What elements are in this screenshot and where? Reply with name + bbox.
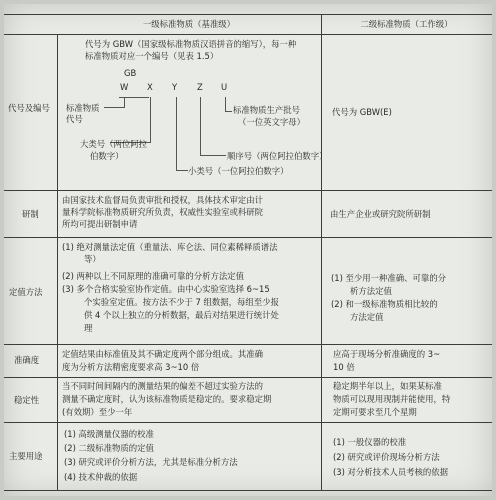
row-rule-method (4, 344, 492, 345)
method-row-label: 定值方法 (9, 287, 43, 297)
row-rule-stability (4, 422, 492, 423)
major-class-line-2: 伯数字） (90, 151, 124, 161)
stability-secondary-line: 稳定期半年以上，如果某标准 (333, 381, 442, 391)
develop-primary-line: 由国家技术监督局负责审批和授权，具体技术审定由计 (62, 195, 263, 205)
method-secondary-line: 方法定值 (350, 312, 384, 322)
stability-secondary-line: 物质可以现用现制并能使用，特 (333, 394, 451, 404)
develop-secondary: 由生产企业或研究院所研制 (330, 209, 431, 219)
table-top-rule (4, 14, 492, 15)
method-primary-line: (2) 两种以上不同原理的准确可靠的分析方法定值 (62, 271, 245, 281)
bracket-u-foot (225, 111, 232, 112)
bracket-y-stem (176, 97, 177, 170)
batch-line-2: （一位英文字母） (238, 117, 305, 127)
bracket-z-foot (200, 155, 226, 156)
code-letter-u: U (221, 82, 228, 92)
major-class-line-1: 大类号（两位阿拉 (80, 139, 147, 149)
method-primary-line: 个实验室定值。按方法不少于 7 组数据，每组至少报 (84, 297, 279, 307)
use-primary-line: (4) 技术仲裁的依据 (64, 472, 138, 482)
primary-column-divider (321, 14, 322, 490)
code-letter-y: Y (172, 82, 178, 92)
method-primary-line: 等） (84, 254, 101, 264)
stability-row-label: 稳定性 (14, 395, 40, 405)
code-desc-line-2: 标准物质对应一个编号（见表 1.5） (85, 51, 219, 61)
bracket-y-foot (176, 170, 188, 171)
row-rule-code (4, 190, 492, 191)
label-column-divider (57, 34, 58, 490)
use-secondary-line: (2) 研究或评价现场分析方法 (333, 452, 440, 462)
use-secondary-line: (3) 对分析技术人员考核的依据 (333, 467, 449, 477)
method-primary-line: 理 (84, 323, 93, 333)
bracket-w-foot (104, 107, 125, 108)
method-primary-line: (3) 多个合格实验室协作定值。由中心实验室选择 6~15 (62, 284, 270, 294)
method-secondary-line: 析方法定值 (350, 286, 392, 296)
use-primary-line: (3) 研究或评价分析方法，尤其是标准分析方法 (64, 457, 238, 467)
use-primary-line: (2) 二级标准物质的定值 (64, 443, 154, 453)
stability-primary-line: (有效期）至少一年 (62, 407, 133, 417)
code-letter-x: X (147, 82, 153, 92)
code-letter-w: W (120, 82, 129, 92)
bracket-w-stem (124, 97, 125, 107)
develop-primary-line: 量科学院标准物质研究所负责，权威性实验室或科研院 (62, 207, 263, 217)
header-rule (4, 34, 492, 35)
code-label-line-2: 代号 (66, 114, 83, 124)
code-letter-z: Z (197, 82, 203, 92)
accuracy-row-label: 准确度 (14, 355, 40, 365)
accuracy-primary-line: 定值结果由标准值及其不确定度两个部分组成。其准确 (62, 349, 263, 359)
code-label-line-1: 标准物质 (66, 103, 100, 113)
develop-row-label: 研制 (22, 209, 39, 219)
code-desc-line-1: 代号为 GBW（国家级标准物质汉语拼音的缩写），每一种 (85, 39, 297, 49)
batch-line-1: 标准物质生产批号 (233, 105, 300, 115)
develop-primary-line: 所均可提出研制申请 (62, 219, 138, 229)
accuracy-secondary-line: 10 倍 (333, 362, 355, 372)
header-primary: 一级标准物质（基准级） (142, 19, 236, 29)
minor-class-number: 小类号（一位阿拉伯数字） (188, 166, 289, 176)
use-secondary-line: (1) 一般仪器的校准 (333, 437, 407, 447)
bracket-u-stem (225, 97, 226, 111)
stability-secondary-line: 定期可要求至几个星期 (333, 407, 417, 417)
table-bottom-rule (4, 490, 492, 491)
header-secondary: 二级标准物质（工作级） (360, 19, 453, 29)
stability-primary-line: 当不同时间间隔内的测量结果的偏差不超过实验方法的 (62, 381, 263, 391)
method-secondary-line: (1) 至少用一种准确、可靠的分 (331, 273, 447, 283)
method-primary-line: (1) 绝对测量法定值（重量法、库仑法、同位素稀释质谱法 (62, 242, 278, 252)
code-row-label: 代号及编号 (8, 103, 50, 113)
use-row-label: 主要用途 (9, 451, 43, 461)
use-primary-line: (1) 高级测量仪器的校准 (64, 429, 154, 439)
code-secondary: 代号为 GBW(E) (332, 107, 392, 117)
method-secondary-line: (2) 和一级标准物质相比较的 (331, 299, 438, 309)
bracket-x-stem (150, 97, 151, 142)
accuracy-primary-line: 度为分析方法精密度要求高 3~10 倍 (62, 362, 200, 372)
row-rule-develop (4, 237, 492, 238)
accuracy-secondary-line: 应高于现场分析准确度的 3~ (333, 349, 441, 359)
method-primary-line: 供 4 个以上独立的分析数据，最后对结果进行统计处 (84, 310, 279, 320)
row-rule-accuracy (4, 377, 492, 378)
code-gb: GB (124, 68, 137, 78)
sequence-number: 顺序号（两位阿拉伯数字） (227, 151, 328, 161)
bracket-z-stem (200, 97, 201, 155)
stability-primary-line: 测量不确定度时，认为该标准物质是稳定的。要求稳定期 (62, 394, 272, 404)
